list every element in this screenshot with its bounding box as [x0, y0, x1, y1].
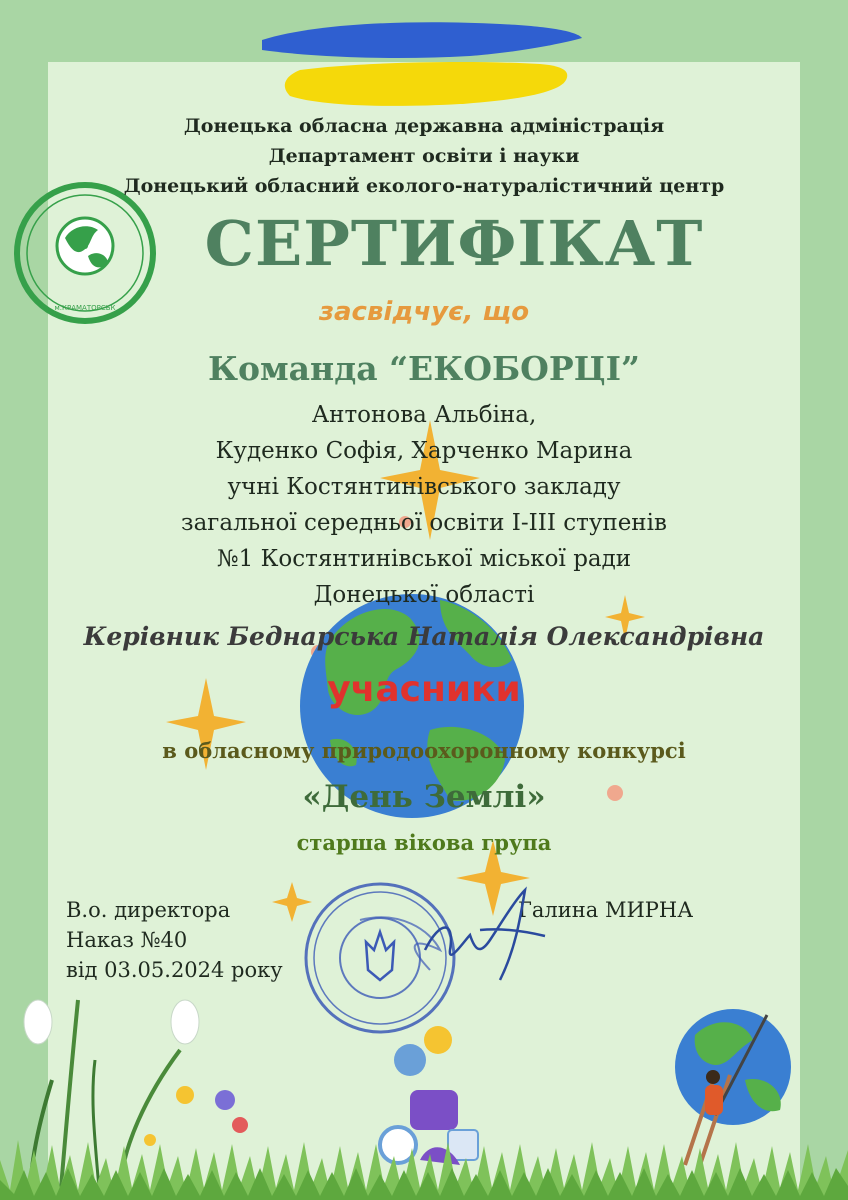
member-line-2: Куденко Софія, Харченко Марина	[215, 438, 633, 464]
member-line-3: учні Костянтинівського закладу	[227, 474, 621, 500]
member-line-1: Антонова Альбіна,	[311, 402, 537, 428]
participants-status: учасники	[327, 669, 521, 710]
certifies-text: засвідчує, що	[318, 297, 530, 327]
signature-scribble	[420, 880, 550, 990]
leader-name: Керівник Беднарська Наталія Олександрівна	[83, 622, 765, 651]
order-date: від 03.05.2024 року	[66, 958, 283, 982]
logo-city-text: м.КРАМАТОРСЬК	[54, 304, 116, 312]
header-center: Донецький обласний еколого-натуралістичний центр	[123, 175, 725, 197]
age-group: старша вікова група	[296, 830, 552, 855]
order-number: Наказ №40	[66, 928, 188, 952]
contest-name: «День Землі»	[302, 779, 546, 815]
team-name: Команда “ЕКОБОРЦІ”	[207, 349, 641, 388]
grass-border	[0, 1120, 848, 1200]
member-line-5: №1 Костянтинівської міської ради	[216, 546, 632, 572]
certificate-title: СЕРТИФІКАТ	[204, 207, 704, 280]
header-department: Департамент освіти і науки	[268, 145, 580, 167]
director-name: Галина МИРНА	[518, 898, 694, 922]
contest-text: в обласному природоохоронному конкурсі	[162, 738, 686, 763]
director-position: В.о. директора	[66, 898, 231, 922]
header-administration: Донецька обласна державна адміністрація	[183, 115, 665, 137]
member-line-6: Донецької області	[313, 582, 535, 608]
member-line-4: загальної середньої освіти І-ІІІ ступенів	[181, 510, 667, 536]
